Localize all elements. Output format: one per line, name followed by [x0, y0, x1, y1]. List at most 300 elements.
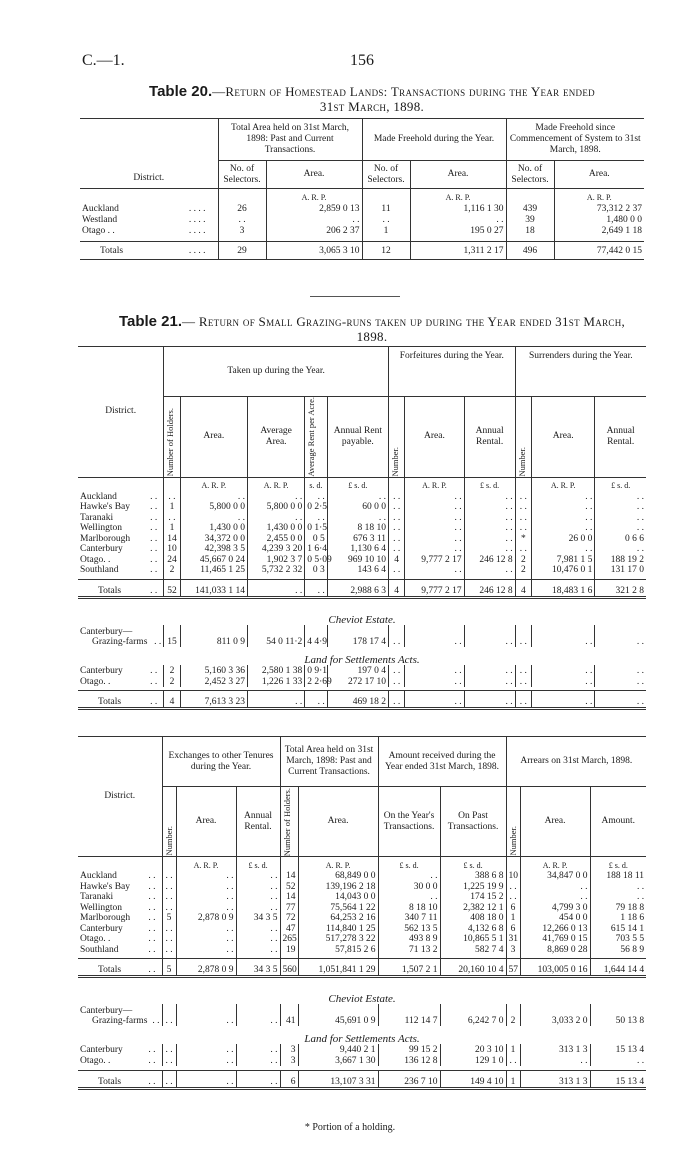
- exchange-area-cell: . .: [176, 902, 236, 913]
- area-cell: 11,465 1 25: [180, 565, 247, 576]
- rent-cell: 1,130 6 4: [327, 544, 388, 555]
- surrender-number-cell: . .: [515, 523, 531, 534]
- table-row: [78, 533, 646, 544]
- t21-units: £ s. d.: [595, 477, 646, 491]
- received-year-cell: 562 13 5: [378, 923, 440, 934]
- exchange-number-cell: . .: [162, 1044, 176, 1055]
- holders-cell: . .: [164, 512, 180, 523]
- total-area-cell: 9,440 2 1: [298, 1044, 378, 1055]
- leader-dots: . .: [152, 1016, 160, 1026]
- forfeit-area-cell: 9,777 2 17: [405, 554, 464, 565]
- holders-cell: 14: [280, 871, 298, 882]
- t21b-arrears-header: Arrears on 31st March, 1898.: [506, 737, 646, 787]
- received-past-cell: 388 6 8: [440, 871, 506, 882]
- district-name: Canterbury: [80, 544, 123, 555]
- area-cell: 45,667 0 24: [180, 554, 247, 565]
- exchange-number-cell: . .: [162, 1070, 176, 1088]
- table-row: [78, 871, 646, 882]
- district-name: Westland: [82, 214, 118, 225]
- total-area-cell: 13,107 3 31: [298, 1070, 378, 1088]
- t21-cheviot-title: Cheviot Estate.: [328, 613, 396, 626]
- table-21-caption: [82, 314, 662, 344]
- area-cell: 811 0 9: [180, 625, 247, 647]
- received-year-cell: 71 13 2: [378, 944, 440, 955]
- holders-cell: 14: [164, 533, 180, 544]
- table-20-label: Table 20.: [149, 83, 213, 100]
- t21b-arrears-number-header: Number.: [507, 826, 518, 856]
- district-name: Otago. .: [80, 934, 111, 944]
- leader-dots: . .: [148, 944, 156, 955]
- forfeit-area-cell: . .: [405, 691, 464, 709]
- area-cell: 5,800 0 0: [180, 502, 247, 513]
- exchange-rental-cell: . .: [236, 1055, 280, 1066]
- surrender-rental-cell: 0 6 6: [595, 533, 646, 544]
- surrender-rental-cell: . .: [595, 676, 646, 687]
- exchange-number-cell: 5: [162, 913, 176, 924]
- table-21-continued: [78, 736, 646, 1092]
- arrears-amount-cell: 615 14 1: [590, 923, 646, 934]
- avg-rent-cell: 0 5·09: [305, 554, 327, 565]
- district-name: Canterbury: [80, 665, 123, 676]
- exchange-area-cell: 2,878 0 9: [176, 913, 236, 924]
- avg-rent-cell: 4 4·9: [305, 625, 327, 647]
- district-cell: [80, 214, 218, 225]
- arrears-area-cell: . .: [520, 881, 590, 892]
- arrears-area-cell: . .: [520, 1055, 590, 1066]
- avg-area-cell: 54 0 11·2: [248, 625, 305, 647]
- forfeit-number-cell: . .: [389, 523, 405, 534]
- t20-area-units: A. R. P.: [554, 189, 644, 203]
- leader-dots: . .: [150, 512, 158, 523]
- surrender-number-cell: . .: [515, 625, 531, 647]
- district-name-line2: Grazing-farms: [92, 1016, 148, 1026]
- total-area-cell: 45,691 0 9: [298, 1004, 378, 1026]
- arrears-amount-cell: 50 13 8: [590, 1004, 646, 1026]
- arrears-number-cell: 6: [506, 923, 520, 934]
- surrender-number-cell: *: [515, 533, 531, 544]
- table-21-title-line2: 1898.: [356, 329, 388, 344]
- table-row: [78, 923, 646, 934]
- t20-total-c3: 12: [362, 242, 410, 260]
- holders-cell: 6: [280, 1070, 298, 1088]
- received-past-cell: 408 18 0: [440, 913, 506, 924]
- rent-cell: 197 0 4: [327, 665, 388, 676]
- total-area-cell: 114,840 1 25: [298, 923, 378, 934]
- district-cell: [78, 544, 164, 555]
- table-row: [78, 665, 646, 676]
- t20-district-header: District.: [133, 173, 165, 183]
- exchange-area-cell: . .: [176, 1044, 236, 1055]
- t20-selectors-header: No. of Selectors.: [218, 161, 266, 189]
- received-year-cell: . .: [378, 892, 440, 903]
- table-row: [78, 512, 646, 523]
- arrears-area-cell: 454 0 0: [520, 913, 590, 924]
- holders-cell: 560: [280, 959, 298, 977]
- surrender-number-cell: 4: [515, 579, 531, 597]
- t21-s-area-header: Area.: [532, 397, 595, 478]
- area-cell: 1,480 0 0: [554, 214, 644, 225]
- forfeit-rental-cell: . .: [464, 512, 515, 523]
- arrears-number-cell: 6: [506, 902, 520, 913]
- t20-selectors-header: No. of Selectors.: [506, 161, 554, 189]
- table-20: [80, 118, 644, 260]
- forfeit-area-cell: . .: [405, 565, 464, 576]
- total-area-cell: 57,815 2 6: [298, 944, 378, 955]
- selectors-cell: 439: [506, 203, 554, 214]
- district-cell: [78, 676, 164, 687]
- exchange-area-cell: 2,878 0 9: [176, 959, 236, 977]
- holders-cell: 47: [280, 923, 298, 934]
- district-name: Otago. .: [80, 554, 111, 565]
- arrears-number-cell: 57: [506, 959, 520, 977]
- total-area-cell: 14,043 0 0: [298, 892, 378, 903]
- rent-cell: . .: [327, 491, 388, 502]
- table-row: [80, 225, 644, 236]
- area-cell: 34,372 0 0: [180, 533, 247, 544]
- arrears-number-cell: 1: [506, 1070, 520, 1088]
- totals-row: [78, 579, 646, 597]
- forfeit-area-cell: . .: [405, 491, 464, 502]
- t21-units: £ s. d.: [327, 477, 388, 491]
- area-cell: 1,430 0 0: [180, 523, 247, 534]
- district-name: Canterbury: [80, 923, 123, 934]
- area-cell: . .: [180, 491, 247, 502]
- surrender-rental-cell: . .: [595, 691, 646, 709]
- t21b-received-header: Amount received during the Year ended 31st March, 1898.: [378, 737, 506, 787]
- district-name: Canterbury: [80, 1045, 123, 1055]
- forfeit-number-cell: . .: [389, 625, 405, 647]
- t21b-exchanges-header: Exchanges to other Tenures during the Year.: [162, 737, 280, 787]
- t20-total-c4: 1,311 2 17: [410, 242, 506, 260]
- surrender-number-cell: 2: [515, 565, 531, 576]
- received-past-cell: 1,225 19 9: [440, 881, 506, 892]
- district-name: Otago . .: [82, 225, 115, 236]
- arrears-area-cell: 34,847 0 0: [520, 871, 590, 882]
- arrears-amount-cell: . .: [590, 892, 646, 903]
- leader-dots: . .: [148, 934, 156, 944]
- table-20-title-line2: 31st March, 1898.: [319, 99, 425, 114]
- t21-s-number-header: Number.: [516, 447, 527, 477]
- forfeit-area-cell: . .: [405, 523, 464, 534]
- forfeit-number-cell: . .: [389, 691, 405, 709]
- totals-row: [78, 959, 646, 977]
- area-cell: 195 0 27: [410, 225, 506, 236]
- t21b-land-title: Land for Settlements Acts.: [304, 1033, 420, 1045]
- forfeit-rental-cell: . .: [464, 502, 515, 513]
- t20-area-header: Area.: [266, 161, 362, 189]
- forfeit-rental-cell: . .: [464, 565, 515, 576]
- area-cell: 141,033 1 14: [180, 579, 247, 597]
- district-cell: [78, 923, 162, 934]
- surrender-number-cell: . .: [515, 491, 531, 502]
- rent-cell: 60 0 0: [327, 502, 388, 513]
- district-cell: [78, 625, 164, 647]
- arrears-number-cell: 2: [506, 1004, 520, 1026]
- area-cell: 7,613 3 23: [180, 691, 247, 709]
- leader-dots: . . . .: [188, 203, 206, 214]
- received-year-cell: 1,507 2 1: [378, 959, 440, 977]
- avg-rent-cell: 0 3: [305, 565, 327, 576]
- table-row: [78, 944, 646, 955]
- received-past-cell: 129 1 0: [440, 1055, 506, 1066]
- selectors-cell: . .: [362, 214, 410, 225]
- forfeit-number-cell: 4: [389, 554, 405, 565]
- table-row: [78, 554, 646, 565]
- district-cell: [78, 1004, 162, 1026]
- area-cell: . .: [266, 214, 362, 225]
- surrender-area-cell: . .: [532, 665, 595, 676]
- avg-area-cell: 1,902 3 7: [248, 554, 305, 565]
- exchange-number-cell: . .: [162, 1055, 176, 1066]
- received-past-cell: 10,865 5 1: [440, 934, 506, 945]
- t20-area-header: Area.: [410, 161, 506, 189]
- district-name-line2: Grazing-farms: [92, 636, 148, 647]
- district-name: Auckland: [80, 491, 117, 502]
- t21-avg-area-header: Average Area.: [248, 397, 305, 478]
- avg-area-cell: 1,226 1 33: [248, 676, 305, 687]
- leader-dots: . .: [150, 544, 158, 555]
- t20-total-area-header: Total Area held on 31st March, 1898: Past and Current Transactions.: [218, 119, 362, 161]
- total-area-cell: 64,253 2 16: [298, 913, 378, 924]
- surrender-rental-cell: . .: [595, 512, 646, 523]
- cheviot-row: [78, 625, 646, 647]
- rent-cell: 2,988 6 3: [327, 579, 388, 597]
- t21-units: £ s. d.: [464, 477, 515, 491]
- exchange-number-cell: . .: [162, 902, 176, 913]
- forfeit-rental-cell: . .: [464, 491, 515, 502]
- leader-dots: . . . .: [188, 214, 206, 225]
- table-row: [78, 881, 646, 892]
- table-row: [80, 214, 644, 225]
- received-year-cell: 340 7 11: [378, 913, 440, 924]
- district-cell: [78, 512, 164, 523]
- surrender-number-cell: . .: [515, 665, 531, 676]
- selectors-cell: 11: [362, 203, 410, 214]
- exchange-rental-cell: . .: [236, 881, 280, 892]
- received-past-cell: 582 7 4: [440, 944, 506, 955]
- leader-dots: . .: [148, 965, 156, 975]
- received-year-cell: . .: [378, 871, 440, 882]
- forfeit-area-cell: . .: [405, 502, 464, 513]
- surrender-rental-cell: 321 2 8: [595, 579, 646, 597]
- forfeit-rental-cell: . .: [464, 665, 515, 676]
- leader-dots: . .: [148, 923, 156, 934]
- holders-cell: 2: [164, 565, 180, 576]
- arrears-amount-cell: 79 18 8: [590, 902, 646, 913]
- forfeit-number-cell: . .: [389, 544, 405, 555]
- table-20-caption: [82, 84, 662, 114]
- page-number: 156: [350, 52, 374, 69]
- exchange-number-cell: . .: [162, 944, 176, 955]
- received-year-cell: 136 12 8: [378, 1055, 440, 1066]
- surrender-area-cell: . .: [532, 676, 595, 687]
- area-cell: 2,649 1 18: [554, 225, 644, 236]
- t21b-units: £ s. d.: [440, 857, 506, 871]
- district-cell: [78, 579, 164, 597]
- avg-rent-cell: 1 6·4: [305, 544, 327, 555]
- exchange-area-cell: . .: [176, 1004, 236, 1026]
- forfeit-area-cell: . .: [405, 665, 464, 676]
- forfeit-area-cell: . .: [405, 533, 464, 544]
- surrender-rental-cell: 188 19 2: [595, 554, 646, 565]
- t21b-amount-header: Amount.: [590, 787, 646, 857]
- forfeit-rental-cell: 246 12 8: [464, 579, 515, 597]
- arrears-area-cell: 4,799 3 0: [520, 902, 590, 913]
- avg-area-cell: . .: [248, 512, 305, 523]
- t21-f-rental-header: Annual Rental.: [464, 397, 515, 478]
- table-row: [78, 1044, 646, 1055]
- t21b-total-area-header: Total Area held on 31st March, 1898: Past and Current Transactions.: [280, 737, 378, 787]
- avg-area-cell: . .: [248, 491, 305, 502]
- avg-rent-cell: 0 1·5: [305, 523, 327, 534]
- holders-cell: 24: [164, 554, 180, 565]
- table-21: [78, 346, 646, 712]
- leader-dots: . .: [150, 565, 158, 576]
- avg-area-cell: 4,239 3 20: [248, 544, 305, 555]
- leader-dots: . . . .: [188, 225, 206, 236]
- surrender-rental-cell: 131 17 0: [595, 565, 646, 576]
- table-row: [78, 934, 646, 945]
- t21b-units: A. R. P.: [176, 857, 236, 871]
- area-cell: 2,452 3 27: [180, 676, 247, 687]
- avg-area-cell: 5,732 2 32: [248, 565, 305, 576]
- t21-surrenders-header: Surrenders during the Year.: [515, 347, 646, 397]
- arrears-area-cell: 3,033 2 0: [520, 1004, 590, 1026]
- t21b-arrears-area-header: Area.: [520, 787, 590, 857]
- t21b-rental-header: Annual Rental.: [236, 787, 280, 857]
- district-cell: [78, 871, 162, 882]
- exchange-area-cell: . .: [176, 881, 236, 892]
- arrears-amount-cell: 15 13 4: [590, 1070, 646, 1088]
- holders-cell: 41: [280, 1004, 298, 1026]
- surrender-area-cell: . .: [532, 502, 595, 513]
- leader-dots: . .: [150, 665, 158, 676]
- holders-cell: 3: [280, 1055, 298, 1066]
- exchange-area-cell: . .: [176, 1070, 236, 1088]
- area-cell: 42,398 3 5: [180, 544, 247, 555]
- t21-units: A. R. P.: [532, 477, 595, 491]
- holders-cell: 4: [164, 691, 180, 709]
- selectors-cell: 26: [218, 203, 266, 214]
- avg-rent-cell: 0 2·5: [305, 502, 327, 513]
- district-name: Canterbury—: [80, 626, 133, 637]
- district-cell: [78, 902, 162, 913]
- avg-area-cell: . .: [248, 579, 305, 597]
- exchange-rental-cell: . .: [236, 902, 280, 913]
- district-name: Otago. .: [80, 676, 111, 687]
- forfeit-rental-cell: . .: [464, 625, 515, 647]
- district-cell: [78, 934, 162, 945]
- district-name: Canterbury—: [80, 1006, 133, 1016]
- holders-cell: 1: [164, 523, 180, 534]
- surrender-area-cell: 18,483 1 6: [532, 579, 595, 597]
- holders-cell: 2: [164, 665, 180, 676]
- surrender-area-cell: . .: [532, 523, 595, 534]
- exchange-area-cell: . .: [176, 923, 236, 934]
- t21b-area-header: Area.: [176, 787, 236, 857]
- table-row: [78, 523, 646, 534]
- area-cell: 1,116 1 30: [410, 203, 506, 214]
- holders-cell: 52: [164, 579, 180, 597]
- holders-cell: 77: [280, 902, 298, 913]
- leader-dots: . .: [150, 554, 158, 565]
- t20-selectors-header: No. of Selectors.: [362, 161, 410, 189]
- arrears-area-cell: 12,266 0 13: [520, 923, 590, 934]
- district-name: Taranaki: [80, 892, 114, 902]
- t21-f-area-header: Area.: [405, 397, 464, 478]
- table-21-label: Table 21.: [118, 313, 183, 330]
- exchange-number-cell: . .: [162, 871, 176, 882]
- surrender-rental-cell: . .: [595, 544, 646, 555]
- t21b-total-area-col-header: Area.: [298, 787, 378, 857]
- district-cell: [78, 944, 162, 955]
- received-year-cell: 30 0 0: [378, 881, 440, 892]
- avg-rent-cell: 0 9·1: [305, 665, 327, 676]
- selectors-cell: 1: [362, 225, 410, 236]
- t20-freehold-since-header: Made Freehold since Commencement of System to 31st March, 1898.: [506, 119, 644, 161]
- area-cell: . .: [180, 512, 247, 523]
- received-past-cell: 20,160 10 4: [440, 959, 506, 977]
- district-cell: [80, 225, 218, 236]
- arrears-number-cell: 1: [506, 1044, 520, 1055]
- area-cell: 5,160 3 36: [180, 665, 247, 676]
- avg-rent-cell: 2 2·69: [305, 676, 327, 687]
- district-name: Totals: [98, 585, 122, 596]
- district-cell: [78, 665, 164, 676]
- leader-dots: . .: [148, 871, 156, 881]
- t21-area-header: Area.: [180, 397, 247, 478]
- leader-dots: . .: [150, 491, 158, 502]
- exchange-rental-cell: 34 3 5: [236, 959, 280, 977]
- holders-cell: 2: [164, 676, 180, 687]
- district-cell: [78, 691, 164, 709]
- received-year-cell: 493 8 9: [378, 934, 440, 945]
- leader-dots: . .: [148, 881, 156, 892]
- t21b-on-year-header: On the Year's Transactions.: [378, 787, 440, 857]
- exchange-rental-cell: . .: [236, 1070, 280, 1088]
- t21-units: A. R. P.: [248, 477, 305, 491]
- surrender-number-cell: . .: [515, 544, 531, 555]
- t20-area-units: A. R. P.: [410, 189, 506, 203]
- surrender-number-cell: 2: [515, 554, 531, 565]
- forfeit-rental-cell: 246 12 8: [464, 554, 515, 565]
- district-name: Wellington: [80, 523, 122, 534]
- avg-rent-cell: . .: [305, 512, 327, 523]
- t20-totals-label: Totals: [100, 245, 124, 256]
- exchange-area-cell: . .: [176, 892, 236, 903]
- holders-cell: 72: [280, 913, 298, 924]
- t21-land-title: Land for Settlements Acts.: [304, 653, 420, 666]
- table-row: [80, 203, 644, 214]
- t21b-units: £ s. d.: [236, 857, 280, 871]
- surrender-rental-cell: . .: [595, 625, 646, 647]
- received-past-cell: 149 4 10: [440, 1070, 506, 1088]
- received-year-cell: 112 14 7: [378, 1004, 440, 1026]
- table-row: [78, 502, 646, 513]
- received-past-cell: 4,132 6 8: [440, 923, 506, 934]
- received-past-cell: 174 15 2: [440, 892, 506, 903]
- t21-number-header: Number.: [390, 447, 400, 477]
- exchange-number-cell: 5: [162, 959, 176, 977]
- total-area-cell: 3,667 1 30: [298, 1055, 378, 1066]
- forfeit-number-cell: . .: [389, 665, 405, 676]
- divider: [310, 296, 400, 297]
- leader-dots: . .: [148, 902, 156, 913]
- avg-area-cell: 5,800 0 0: [248, 502, 305, 513]
- exchange-area-cell: . .: [176, 1055, 236, 1066]
- arrears-number-cell: 3: [506, 944, 520, 955]
- leader-dots: . .: [150, 676, 158, 687]
